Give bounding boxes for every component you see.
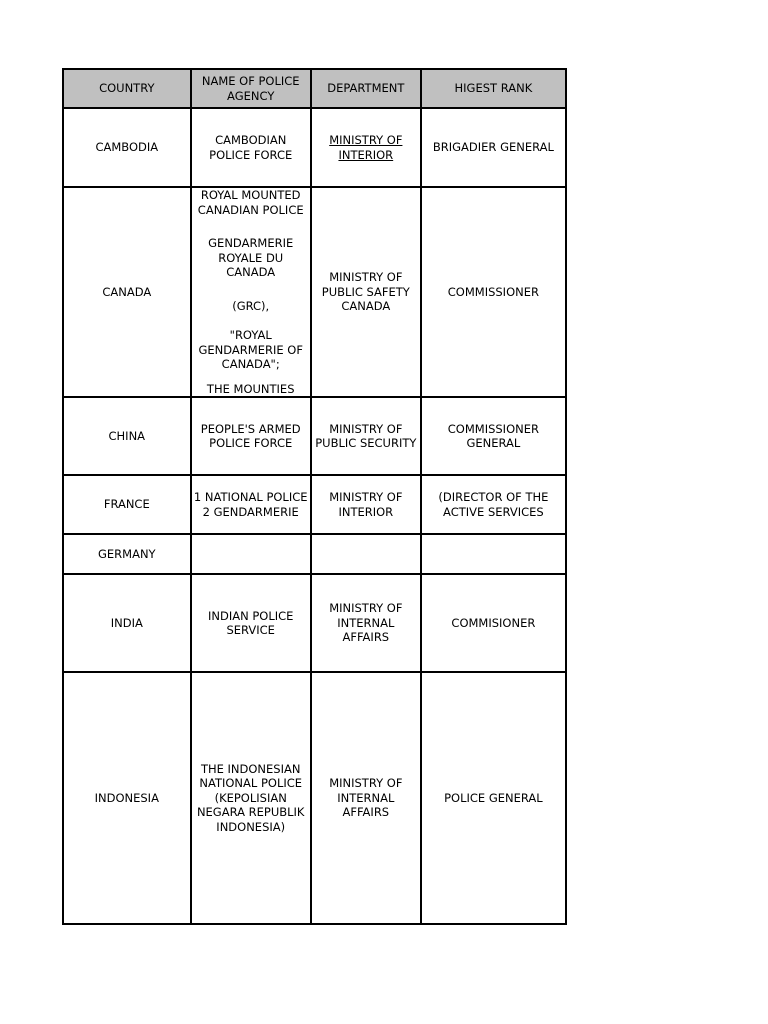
rank-cell [421, 534, 566, 574]
country-cell: GERMANY [63, 534, 191, 574]
agency-cell: INDIAN POLICE SERVICE [191, 574, 311, 672]
agency-cell: CAMBODIAN POLICE FORCE [191, 108, 311, 187]
agency-cell: PEOPLE'S ARMED POLICE FORCE [191, 397, 311, 475]
country-cell: FRANCE [63, 475, 191, 534]
rank-cell: POLICE GENERAL [421, 672, 566, 924]
department-link[interactable]: MINISTRY OF INTERIOR [329, 133, 403, 162]
rank-cell: COMMISSIONER [421, 187, 566, 397]
country-cell: INDONESIA [63, 672, 191, 924]
country-cell: CAMBODIA [63, 108, 191, 187]
department-cell [311, 534, 421, 574]
rank-cell: COMMISSIONER GENERAL [421, 397, 566, 475]
police-agency-table [62, 68, 567, 925]
table-row [63, 475, 566, 534]
header-rank: HIGEST RANK [421, 69, 566, 108]
rank-cell: BRIGADIER GENERAL [421, 108, 566, 187]
country-cell: CANADA [63, 187, 191, 397]
agency-line: ROYAL MOUNTED CANADIAN POLICE [197, 188, 304, 217]
department-cell [311, 108, 421, 187]
agency-cell [191, 187, 311, 397]
department-cell: MINISTRY OF INTERIOR [311, 475, 421, 534]
agency-cell [191, 534, 311, 574]
header-agency: NAME OF POLICE AGENCY [191, 69, 311, 108]
agency-line: (GRC), [232, 298, 270, 313]
header-country: COUNTRY [63, 69, 191, 108]
table-row [63, 108, 566, 187]
department-cell: MINISTRY OF INTERNAL AFFAIRS [311, 574, 421, 672]
table-row [63, 397, 566, 475]
rank-cell: COMMISIONER [421, 574, 566, 672]
agency-line: "ROYAL GENDARMERIE OF CANADA"; [198, 328, 303, 371]
table-row [63, 187, 566, 397]
agency-line: THE MOUNTIES [206, 381, 295, 396]
department-cell: MINISTRY OF PUBLIC SECURITY [311, 397, 421, 475]
department-cell: MINISTRY OF INTERNAL AFFAIRS [311, 672, 421, 924]
table-row [63, 534, 566, 574]
country-cell: INDIA [63, 574, 191, 672]
rank-cell: (DIRECTOR OF THE ACTIVE SERVICES [421, 475, 566, 534]
agency-cell: THE INDONESIAN NATIONAL POLICE (KEPOLISIAN NEGARA REPUBLIK INDONESIA) [191, 672, 311, 924]
agency-line: GENDARMERIE ROYALE DU CANADA [208, 236, 294, 279]
country-cell: CHINA [63, 397, 191, 475]
department-cell: MINISTRY OF PUBLIC SAFETY CANADA [311, 187, 421, 397]
table-row [63, 672, 566, 924]
table-row [63, 574, 566, 672]
agency-cell: 1 NATIONAL POLICE 2 GENDARMERIE [191, 475, 311, 534]
header-row [63, 69, 566, 108]
header-department: DEPARTMENT [311, 69, 421, 108]
